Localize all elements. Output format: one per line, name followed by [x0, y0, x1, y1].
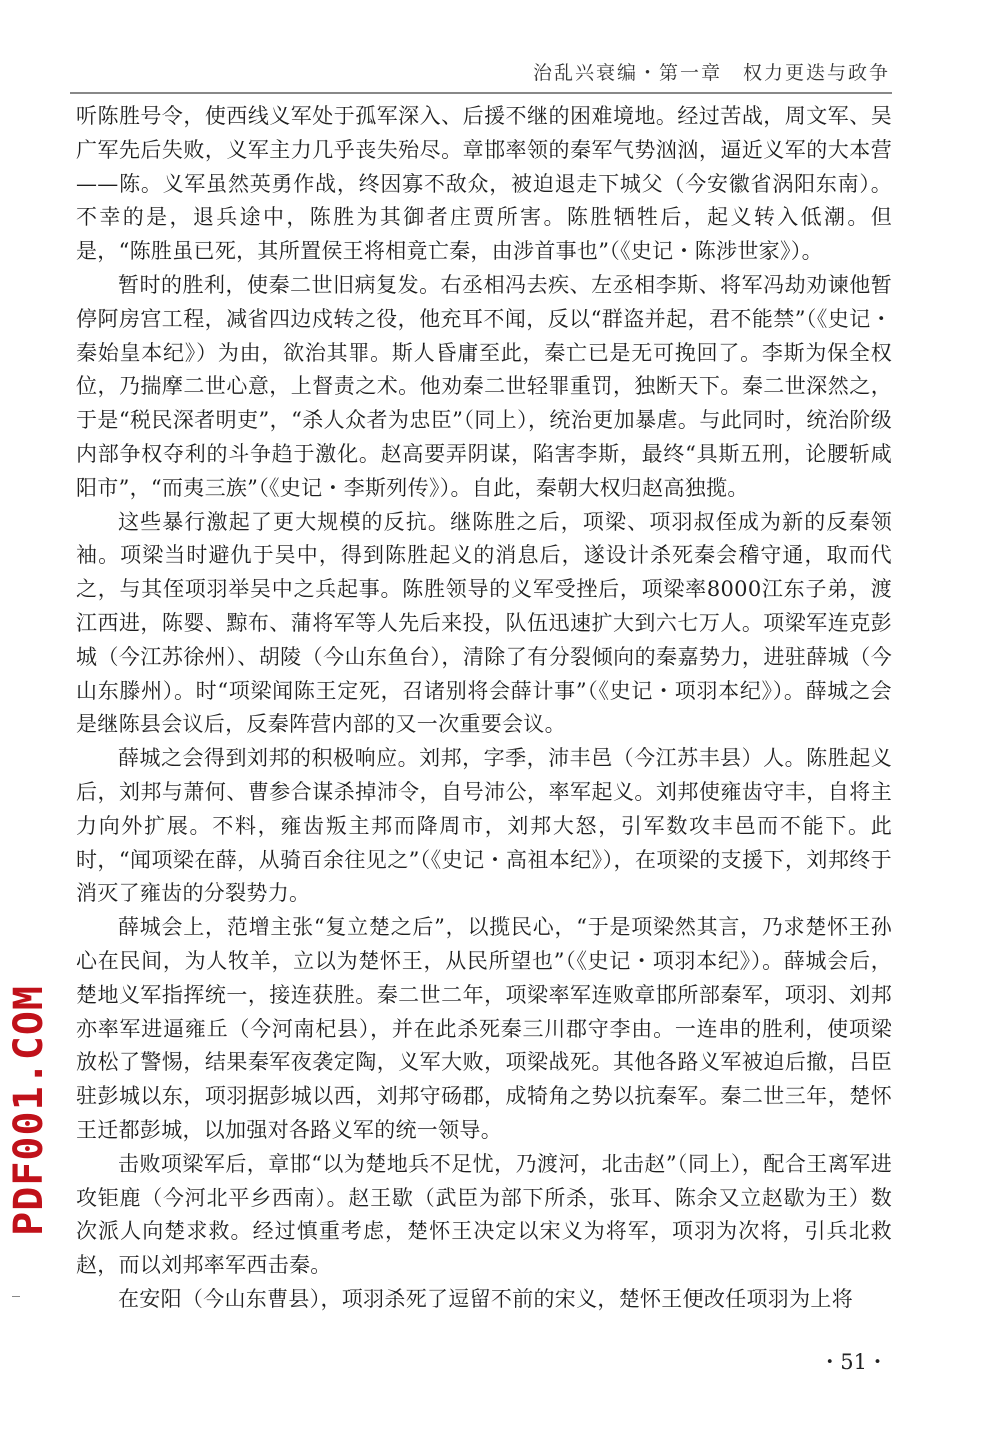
paragraph-6: 击败项梁军后，章邯“以为楚地兵不足忧，乃渡河，北击赵”（同上），配合王离军进攻钜鹿（今河北平乡西南）。赵王歇（武臣为部下所杀，张耳、陈余又立赵歇为王）数次派人向楚求救。经过慎重考虑，楚怀王决定以宋义为将军，项羽为次将，引兵北救赵，而以刘邦率军西击秦。	[76, 1151, 892, 1278]
paragraph-4: 薛城之会得到刘邦的积极响应。刘邦，字季，沛丰邑（今江苏丰县）人。陈胜起义后，刘邦与萧何、曹参合谋杀掉沛令，自号沛公，率军起义。刘邦使雍齿守丰，自将主力向外扩展。不料，雍齿叛主邦而降周市，刘邦大怒，引军数攻丰邑而不能下。此时，“闻项梁在薛，从骑百余往见之”（《史记・高祖本纪》），在项梁的支援下，刘邦终于消灭了雍齿的分裂势力。	[76, 746, 892, 906]
margin-tick	[12, 1296, 20, 1297]
paragraph-7: 在安阳（今山东曹县），项羽杀死了逗留不前的宋义，楚怀王便改任项羽为上将	[118, 1286, 853, 1311]
paragraph-5: 薛城会上，范增主张“复立楚之后”，以揽民心，“于是项梁然其言，乃求楚怀王孙心在民间，为人牧羊，立以为楚怀王，从民所望也”（《史记・项羽本纪》）。薛城会后，楚地义军指挥统一，接连获胜。秦二世二年，项梁率军连败章邯所部秦军，项羽、刘邦亦率军进逼雍丘（今河南杞县），并在此杀死秦三川郡守李由。一连串的胜利，使项梁放松了警惕，结果秦军夜袭定陶，义军大败，项梁战死。其他各路义军被迫后撤，吕臣驻彭城以东，项羽据彭城以西，刘邦守砀郡，成犄角之势以抗秦军。秦二世三年，楚怀王迁都彭城，以加强对各路义军的统一领导。	[76, 915, 892, 1142]
paragraph-2: 暂时的胜利，使秦二世旧病复发。右丞相冯去疾、左丞相李斯、将军冯劫劝谏他暂停阿房宫工程，减省四边戍转之役，他充耳不闻，反以“群盗并起，君不能禁”（《史记・秦始皇本纪》）为由，欲治其罪。斯人昏庸至此，秦亡已是无可挽回了。李斯为保全权位，乃揣摩二世心意，上督责之术。他劝秦二世轻罪重罚，独断天下。秦二世深然之，于是“税民深者明吏”，“杀人众者为忠臣”（同上），统治更加暴虐。与此同时，统治阶级内部争权夺利的斗争趋于激化。赵高要弄阴谋，陷害李斯，最终“具斯五刑，论腰斩咸阳市”，“而夷三族”（《史记・李斯列传》）。自此，秦朝大权归赵高独揽。	[76, 272, 892, 500]
running-header: 治乱兴衰编・第一章 权力更迭与政争	[532, 62, 890, 84]
paragraph-1: 听陈胜号令，使西线义军处于孤军深入、后援不继的困难境地。经过苦战，周文军、吴广军先后失败，义军主力几乎丧失殆尽。章邯率领的秦军气势汹汹，逼近义军的大本营——陈。义军虽然英勇作战，终因寡不敌众，被迫退走下城父（今安徽省涡阳东南）。不幸的是，退兵途中，陈胜为其御者庄贾所害。陈胜牺牲后，起义转入低潮。但是，“陈胜虽已死，其所置侯王将相竟亡秦，由涉首事也”（《史记・陈涉世家》）。	[76, 104, 892, 264]
page-number: ・51・	[819, 1350, 888, 1374]
watermark-text: PDF001.COM	[6, 985, 52, 1236]
body-text	[76, 100, 892, 1317]
paragraph-3: 这些暴行激起了更大规模的反抗。继陈胜之后，项梁、项羽叔侄成为新的反秦领袖。项梁当时避仇于吴中，得到陈胜起义的消息后，遂设计杀死秦会稽守通，取而代之，与其侄项羽举吴中之兵起事。陈胜领导的义军受挫后，项梁率8000江东子弟，渡江西进，陈婴、黥布、蒲将军等人先后来投，队伍迅速扩大到六七万人。项梁军连克彭城（今江苏徐州）、胡陵（今山东鱼台），清除了有分裂倾向的秦嘉势力，进驻薛城（今山东滕州）。时“项梁闻陈王定死，召诸别将会薛计事”（《史记・项羽本纪》）。薛城之会是继陈县会议后，反秦阵营内部的又一次重要会议。	[76, 509, 892, 737]
header-rule	[70, 92, 892, 94]
